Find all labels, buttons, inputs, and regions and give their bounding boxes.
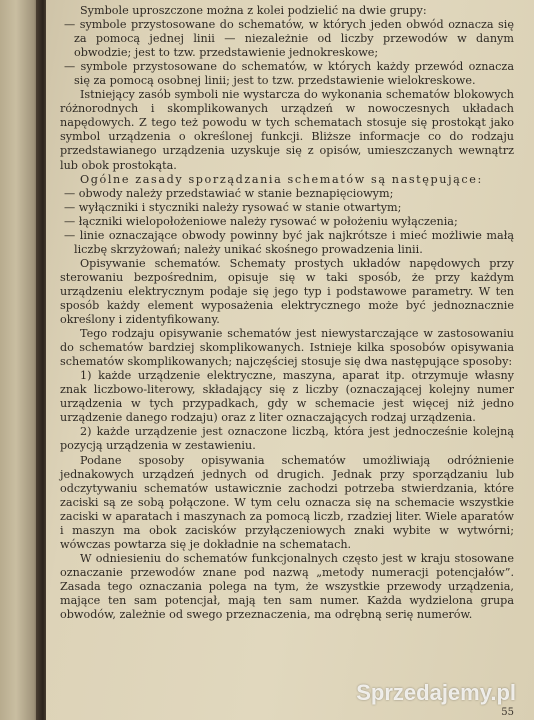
paragraph: 2) każde urządzenie jest oznaczone liczbą, która jest jednocześnie kolejną pozycją urządzenia w zestawieniu. [60,425,514,453]
paragraph: Tego rodzaju opisywanie schematów jest niewystarczające w zastosowaniu do schematów bardziej skomplikowanych. Istnieje kilka sposobów opisywania schematów skomplikowanych; najczęściej stosuje się dwa następujące sposoby: [60,327,514,369]
list-item: — wyłączniki i styczniki należy rysować w stanie otwartym; [64,200,402,214]
list-item: — obwody należy przedstawiać w stanie beznapięciowym; [64,186,394,200]
left-page-edge [0,0,40,720]
section-heading: Ogólne zasady sporządzania schematów są następujące: [80,172,483,186]
paragraph: 1) każde urządzenie elektryczne, maszyna, aparat itp. otrzymuje własny znak liczbowo-literowy, składający się z liczby (oznaczającej kolejny numer urządzenia w tych przypadkach, gdy w schemacie jest więcej niż jedno urządzenie danego rodzaju) oraz z liter oznaczających rodzaj urządzenia. [60,369,514,425]
list-item: — linie oznaczające obwody powinny być jak najkrótsze i mieć możliwie małą liczbę skrzyżowań; należy unikać skośnego prowadzenia linii. [64,228,514,256]
paragraph: Istniejący zasób symboli nie wystarcza do wykonania schematów blokowych różnorodnych i skomplikowanych urządzeń w nowoczesnych układach napędowych. Z tego też powodu w tych schematach stosuje się prostokąt jako symbol urządzenia o określonej funkcji. Bliższe informacje co do rodzaju przedstawianego urządzenia uzyskuje się z opisów, umieszczanych wewnątrz lub obok prostokąta. [60,88,514,172]
paragraph: Opisywanie schematów. Schematy prostych układów napędowych przy sterowaniu bezpośrednim, opisuje się w taki sposób, że przy każdym urządzeniu elektrycznym podaje się jego typ i podstawowe parametry. W ten sposób każdy element wyposażenia elektrycznego może być jednoznacznie określony i zidentyfikowany. [60,256,514,327]
paragraph: W odniesieniu do schematów funkcjonalnych często jest w kraju stosowane oznaczanie przewodów znane pod nazwą „metody numeracji potencjałów”. Zasada tego oznaczania polega na tym, że wszystkie przewody urządzenia, mające ten sam potencjał, mają ten sam numer. Każda wydzielona grupa obwodów, zależnie od swego przeznaczenia, ma odrębną serię numerów. [60,551,514,622]
page-number: 55 [501,707,514,718]
paragraph: — symbole przystosowane do schematów, w których każdy przewód oznacza się za pomocą osobnej linii; jest to tzw. przedstawienie wielokreskowe. [64,60,514,88]
paragraph: — symbole przystosowane do schematów, w których jeden obwód oznacza się za pomocą jednej linii — niezależnie od liczby przewodów w danym obwodzie; jest to tzw. przedstawienie jednokreskowe; [64,18,514,60]
paragraph: Podane sposoby opisywania schematów umożliwiają odróżnienie jednakowych urządzeń jednych od drugich. Jednak przy sporządzaniu lub odczytywaniu schematów ustawicznie zachodzi potrzeba stwierdzania, które zaciski są ze sobą połączone. W tym celu oznacza się na schemacie wszystkie zaciski w aparatach i maszynach za pomocą liczb, rzadziej liter. Wiele aparatów i maszyn ma obok zacisków przyłączeniowych znaki wybite w wytwórni; wówczas powtarza się je dokładnie na schematach. [60,453,514,551]
watermark-logo: Sprzedajemy.pl [356,680,516,705]
paragraph: Symbole uproszczone można z kolei podzielić na dwie grupy: [80,4,427,17]
page-text [60,4,514,622]
book-page [46,0,534,720]
list-item: — łączniki wielopołożeniowe należy rysować w położeniu wyłączenia; [64,214,458,228]
